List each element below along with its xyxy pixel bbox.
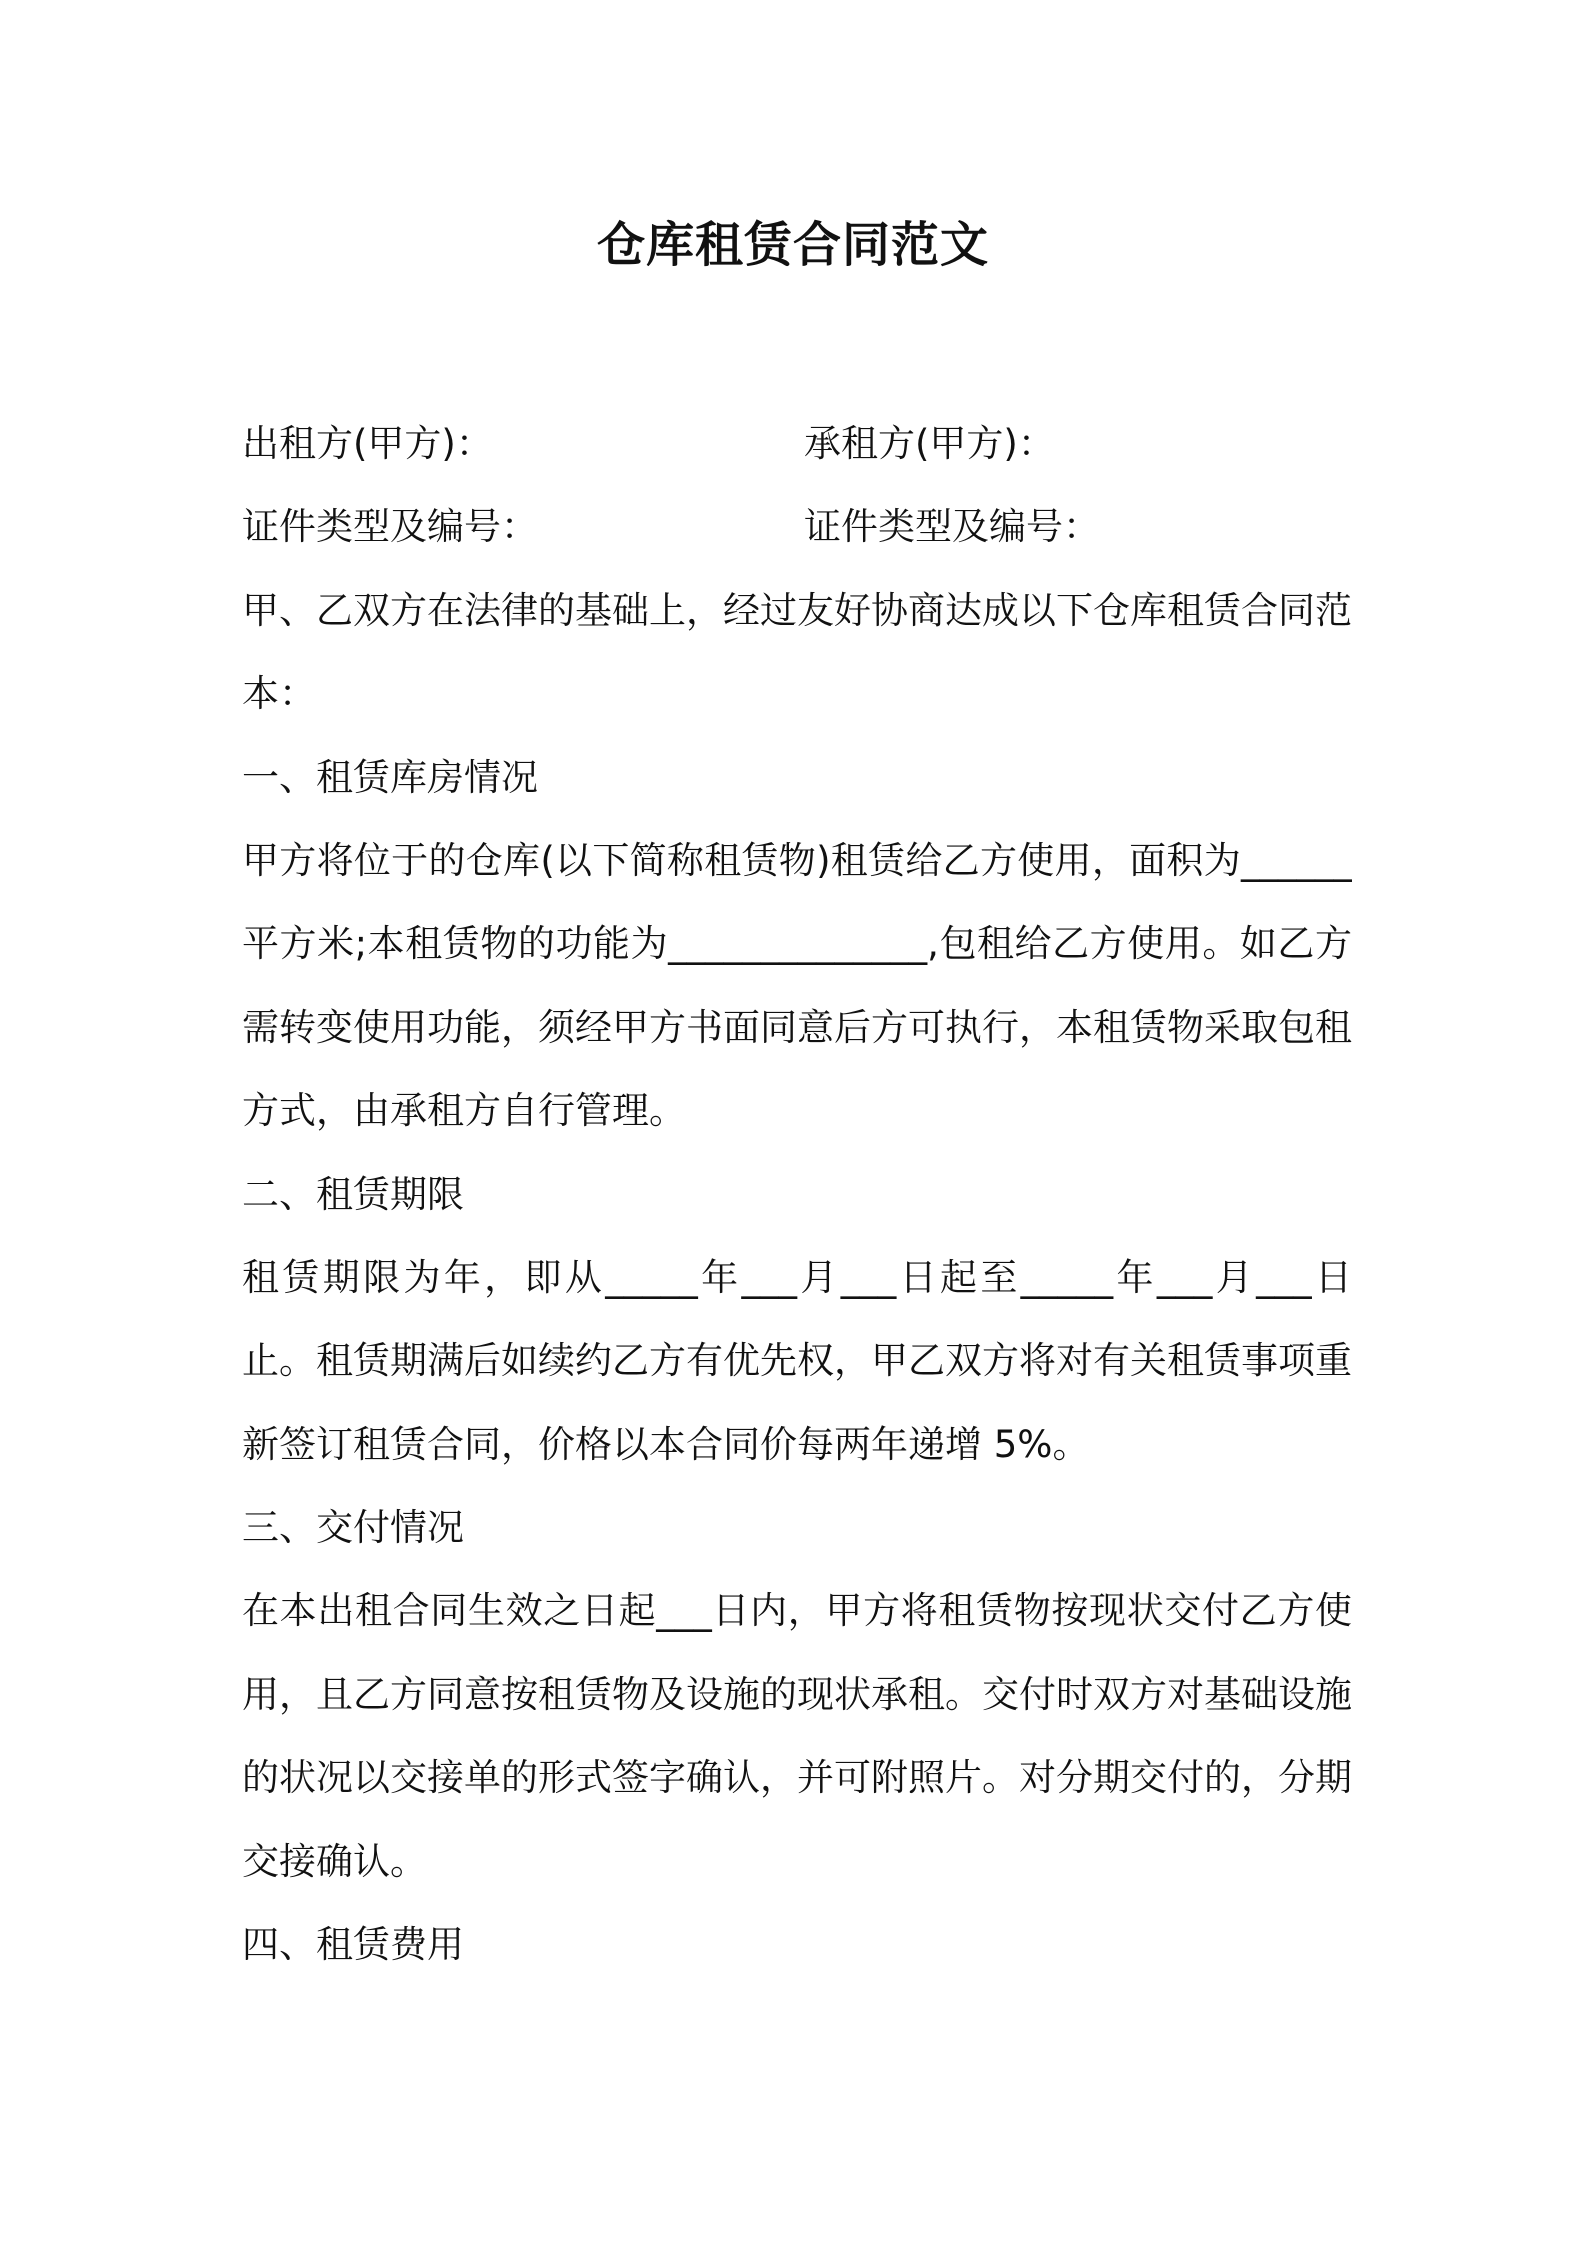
- lessee-label: 承租方(甲方)：: [804, 422, 1055, 465]
- section-paragraph: [242, 1236, 1352, 1486]
- section-heading: 四、租赁费用: [242, 1923, 464, 1967]
- paragraph-line: 用，且乙方同意按租赁物及设施的现状承租。交付时双方对基础设施: [242, 1672, 1352, 1716]
- paragraph-line: 租赁期限为年，即从_____年___月___日起至_____年___月___日: [242, 1255, 1352, 1299]
- section-heading: 一、租赁库房情况: [242, 755, 538, 799]
- lessor-label: 出租方(甲方)：: [242, 422, 493, 465]
- paragraph-line: 交接确认。: [242, 1839, 427, 1883]
- paragraph-line: 在本出租合同生效之日起___日内，甲方将租赁物按现状交付乙方使: [242, 1589, 1352, 1633]
- intro-paragraph: [242, 569, 1352, 736]
- document-title: 仓库租赁合同范文: [596, 217, 989, 273]
- paragraph-line: 本：: [242, 672, 316, 716]
- section-heading: 三、交付情况: [242, 1506, 464, 1550]
- section-paragraph: [242, 819, 1352, 1153]
- paragraph-line: 方式，由承租方自行管理。: [242, 1089, 686, 1133]
- lessee-id-label: 证件类型及编号：: [804, 505, 1100, 549]
- paragraph-line: 的状况以交接单的形式签字确认，并可附照片。对分期交付的，分期: [242, 1756, 1352, 1800]
- paragraph-line: 需转变使用功能，须经甲方书面同意后方可执行，本租赁物采取包租: [242, 1005, 1352, 1049]
- paragraph-line: 平方米;本租赁物的功能为______________,包租给乙方使用。如乙方: [242, 922, 1352, 966]
- paragraph-line: 甲、乙双方在法律的基础上，经过友好协商达成以下仓库租赁合同范: [242, 588, 1352, 632]
- paragraph-line: 甲方将位于的仓库(以下简称租赁物)租赁给乙方使用，面积为______: [242, 838, 1352, 882]
- id-row: [242, 485, 1352, 568]
- paragraph-line: 新签订租赁合同，价格以本合同价每两年递增 5%。: [242, 1422, 1090, 1466]
- lessor-id-label: 证件类型及编号：: [242, 505, 538, 549]
- paragraph-line: 止。租赁期满后如续约乙方有优先权，甲乙双方将对有关租赁事项重: [242, 1339, 1352, 1383]
- section-heading: 二、租赁期限: [242, 1172, 464, 1216]
- party-row: [242, 402, 1352, 485]
- document-body: [242, 402, 1352, 1986]
- section-paragraph: [242, 1569, 1352, 1903]
